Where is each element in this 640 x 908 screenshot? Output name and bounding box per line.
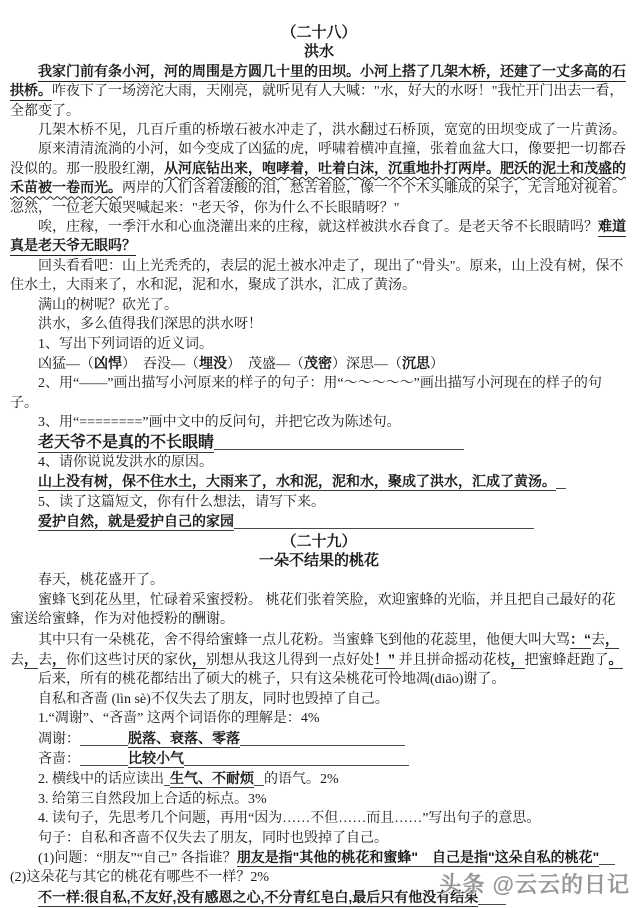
answer-blank-underline <box>254 784 264 786</box>
answer-blank-underline <box>80 764 128 766</box>
question-5 <box>10 493 628 512</box>
document-body <box>10 24 628 908</box>
text-run: 4. 读句子，先思考几个问题，再用“因为……不但……而且……”写出句子的意思。 <box>38 811 541 827</box>
text-run: 3. 给第三自然段加上合适的标点。3% <box>38 791 267 807</box>
passage-paragraph <box>10 591 628 630</box>
text-run: ， <box>192 651 206 667</box>
section-number-29 <box>10 533 628 552</box>
passage-paragraph <box>10 690 628 709</box>
text-run: 一朵不结果的桃花 <box>258 552 379 569</box>
answer-blank-underline <box>556 487 566 489</box>
text-run: 不一样:很自私,不友好,没有感恩之心,不分青红皂白,最后只有他没有结果 <box>38 888 479 905</box>
answer-blank-underline <box>240 744 405 746</box>
text-run: 老天爷不是真的不长眼睛 <box>38 433 215 451</box>
text-run: 山上没有树，保不住水土，大雨来了，水和泥，泥和水，聚成了洪水，汇成了黄汤。 <box>38 473 556 490</box>
passage-title-peach <box>10 552 628 571</box>
text-run: 唉，庄稼，一季汗水和心血浇灌出来的庄稼，就这样被洪水吞食了。是老天爷不长眼睛吗？ <box>38 220 598 236</box>
text-run: ， <box>510 651 525 667</box>
text-run: 4、请你说说发洪水的原因。 <box>38 454 213 470</box>
passage-paragraph <box>10 296 628 315</box>
question-2 <box>10 374 628 413</box>
text-run: （二十九） <box>281 533 357 550</box>
text-run: 从河底钻出来，咆哮着，吐着白沫，沉重地扑打两岸。肥沃的泥土和茂盛的禾苗被一卷而光。 <box>10 161 626 197</box>
watermark: 头条 @云云的日记 <box>439 872 630 897</box>
answer-blank-underline <box>599 863 615 865</box>
passage-paragraph <box>10 63 628 121</box>
passage-paragraph <box>10 630 628 671</box>
question-3 <box>10 413 628 432</box>
text-run: （二十八） <box>281 25 357 41</box>
text-run: 后来，所有的桃花都结出了硕大的桃子，只有这朵桃花可怜地凋(diāo)谢了。 <box>38 672 506 688</box>
text-run: 2. 横线中的话应读出 <box>38 772 164 788</box>
text-run: 沉思 <box>402 354 430 371</box>
text-run: 3、用“========”画中文中的反问句，并把它改为陈述句。 <box>38 415 401 431</box>
question-29-4-sentence <box>10 829 628 848</box>
text-run: (1)问题：“朋友”“自己” 各指谁？ <box>38 851 237 867</box>
answer-line-q3 <box>10 433 628 453</box>
text-run: 。 <box>608 651 623 667</box>
answer-blank-underline <box>214 448 464 450</box>
text-run: 两岸的人们含着凄酸的泪，愁苦着脸，像一个个木头雕成的呆子，无言地对视着。忽然，一位老大娘哭喊起来："老天爷，你为什么不长眼睛呀？" <box>10 181 626 216</box>
text-run: 去 <box>38 653 52 668</box>
text-run: 脱落、衰落、零落 <box>128 729 240 746</box>
text-run: 生气、不耐烦 <box>170 770 254 787</box>
text-run: ：“ <box>570 630 591 647</box>
text-run: 自私和吝啬 (lìn sè)不仅失去了朋友，同时也毁掉了自己。 <box>38 691 389 707</box>
answer-line-linse <box>10 749 628 769</box>
answer-synonyms <box>10 354 628 374</box>
question-29-1 <box>10 709 628 728</box>
answer-line-q5 <box>10 512 628 532</box>
question-29-4 <box>10 809 628 828</box>
text-run: 把蜜蜂赶跑了 <box>524 653 609 668</box>
text-run: 5、读了这篇短文，你有什么想法，请写下来。 <box>38 494 325 510</box>
text-run: 茂密 <box>304 354 332 371</box>
answer-blank-underline <box>184 764 409 766</box>
text-run: ， <box>605 630 619 647</box>
text-run: 朋友是指"其他的桃花和蜜蜂" 自己是指"这朵自私的桃花" <box>236 849 600 866</box>
passage-paragraph <box>10 218 628 257</box>
text-run: 比较小气 <box>128 750 184 767</box>
passage-paragraph <box>10 315 628 334</box>
text-run: 你们这些讨厌的家伙 <box>66 653 192 668</box>
question-29-2 <box>10 769 628 789</box>
text-run: 2、用“——”画出描写小河原来的样子的句子：用“～～～～～”画出描写小河现在的样子的句子。 <box>10 376 602 411</box>
text-run: 春天，桃花盛开了。 <box>38 573 164 589</box>
text-run: ！” <box>374 651 395 667</box>
text-run: 去 <box>10 653 24 668</box>
passage-title-flood <box>10 43 628 62</box>
text-run: 句子：自私和吝啬不仅失去了朋友，同时也毁掉了自己。 <box>38 830 388 846</box>
section-number-28 <box>10 24 628 43</box>
answer-blank-underline <box>80 744 128 746</box>
text-run: ）深思—（ <box>332 356 402 372</box>
answer-blank-underline <box>234 527 534 529</box>
text-run: 1.“凋谢”、“吝啬” 这两个词语你的理解是：4% <box>38 711 320 727</box>
text-run: ） 茂盛—（ <box>227 356 304 372</box>
text-run: 别想从我这儿得到一点好处 <box>206 653 374 668</box>
text-run: ） <box>430 356 444 372</box>
text-run: ， <box>24 651 38 667</box>
text-run: 埋没 <box>199 354 227 371</box>
text-run: ） 吞没—（ <box>122 356 199 372</box>
text-run: 回头看看吧：山上光秃秃的，表层的泥土被水冲走了，现出了"骨头"。原来，山上没有树，保不住水土，大雨来了，水和泥，泥和水，聚成了洪水，汇成了黄汤。 <box>10 258 624 294</box>
question-29-4-sub1 <box>10 848 628 868</box>
text-run: 蜜蜂飞到花丛里，忙碌着采蜜授粉。 桃花们张着笑脸，欢迎蜜蜂的光临，并且把自己最好的花蜜送给蜜蜂，作为对他授粉的酬谢。 <box>10 592 616 628</box>
text-run: 其中只有一朵桃花，舍不得给蜜蜂一点儿花粉。当蜜蜂飞到他的花蕊里，他便大叫大骂 <box>38 632 570 648</box>
text-run: 凶猛—（ <box>38 356 94 372</box>
passage-paragraph <box>10 140 628 218</box>
question-4 <box>10 453 628 472</box>
passage-paragraph <box>10 257 628 296</box>
text-run: 原来清清流淌的小河，如今变成了凶猛的虎，呼啸着横冲直撞，张着血盆大口，像要把一切都吞没似的。那一股股红潮， <box>10 142 626 177</box>
text-run: (2)这朵花与其它的桃花有哪些不一样？2% <box>10 870 269 886</box>
text-run: 去 <box>591 632 605 648</box>
text-run: 我家门前有条小河，河的周围是方圆几十里的田坝。小河上搭了几架木桥，还建了一丈多高的石拱桥。 <box>10 64 626 100</box>
text-run: 洪水，多么值得我们深思的洪水呀！ <box>38 317 262 333</box>
text-run: 几架木桥不见，几百斤重的桥墩石被水冲走了，洪水翻过石桥顶，宽宽的田坝变成了一片黄汤。 <box>38 123 626 139</box>
text-run: 咋夜下了一场滂沱大雨，天刚亮，就听见有人大喊："水，好大的水呀！"我忙开门出去一看，全都变了。 <box>10 84 624 119</box>
question-29-3 <box>10 790 628 809</box>
passage-paragraph <box>10 670 628 689</box>
text-run: 凶悍 <box>94 354 122 371</box>
question-1 <box>10 335 628 354</box>
text-run: 吝啬： <box>38 752 80 768</box>
text-run: 的语气。2% <box>264 772 339 788</box>
text-run: 并且拼命摇动花枝 <box>395 653 511 668</box>
answer-line-diaoxie <box>10 729 628 749</box>
text-run: 爱护自然，就是爱护自己的家园 <box>38 513 234 530</box>
text-run: ， <box>52 651 66 667</box>
text-run: 难道真是老天爷无眼吗？ <box>10 220 626 255</box>
text-run: 满山的树呢？砍光了。 <box>38 297 178 313</box>
answer-line-q4 <box>10 472 628 492</box>
text-run: 1、写出下列词语的近义词。 <box>38 336 213 352</box>
passage-paragraph <box>10 121 628 140</box>
text-run: 凋谢： <box>38 731 80 747</box>
passage-paragraph <box>10 571 628 590</box>
text-run: 洪水 <box>303 44 334 61</box>
